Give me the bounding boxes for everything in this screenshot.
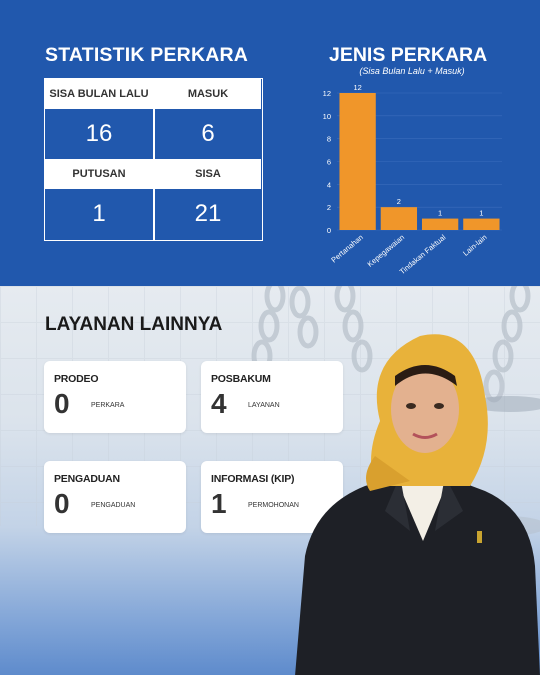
y-tick-label: 4 (326, 180, 331, 190)
x-tick-label: Lain-lain (461, 232, 489, 258)
stat-header-row-1 (45, 79, 261, 109)
sisa-label: SISA (195, 168, 221, 180)
card-label: PRODEO (54, 373, 99, 385)
x-tick-label: Pertanahan (329, 232, 365, 265)
card-value: 0 (54, 388, 70, 419)
jenis-perkara-chart (310, 80, 525, 280)
putusan-value: 1 (92, 200, 106, 227)
statistik-title: STATISTIK PERKARA (45, 44, 249, 66)
data-label: 2 (396, 197, 401, 207)
bar (463, 219, 499, 230)
card-unit: PENGADUAN (91, 502, 136, 509)
stat-header-row-2 (45, 159, 261, 189)
card-value: 4 (211, 388, 227, 419)
card-value: 0 (54, 488, 70, 519)
y-tick-label: 10 (322, 111, 331, 121)
y-tick-label: 6 (326, 157, 331, 167)
card-unit: PERKARA (91, 402, 125, 409)
statistics-section (0, 0, 540, 286)
data-label: 1 (479, 208, 484, 218)
x-tick-label: Kepegawaian (365, 232, 407, 269)
card-label: PENGADUAN (54, 473, 120, 485)
data-label: 12 (353, 83, 362, 92)
y-tick-label: 0 (326, 226, 331, 235)
x-tick-label: Tindakan Faktual (397, 232, 448, 277)
jenis-perkara-subtitle: (Sisa Bulan Lalu + Masuk) (359, 66, 465, 76)
sisa-bulan-lalu-value: 16 (85, 120, 113, 147)
bar (381, 207, 417, 230)
card-prodeo (44, 361, 186, 433)
layanan-title: LAYANAN LAINNYA (45, 314, 223, 335)
bar (422, 219, 458, 230)
card-pengaduan (44, 461, 186, 533)
table-divider (153, 189, 155, 240)
bar (339, 93, 375, 230)
card-unit: LAYANAN (248, 402, 280, 409)
table-divider (153, 109, 155, 159)
official-portrait (285, 326, 540, 675)
masuk-value: 6 (201, 120, 215, 147)
card-unit: PERMOHONAN (248, 502, 299, 509)
sisa-bulan-lalu-label: SISA BULAN LALU (49, 88, 149, 100)
jenis-perkara-title: JENIS PERKARA (329, 44, 488, 66)
card-value: 1 (211, 488, 227, 519)
y-tick-label: 12 (322, 89, 331, 98)
y-tick-label: 2 (326, 203, 331, 213)
y-tick-label: 8 (326, 134, 331, 144)
layanan-section (0, 286, 540, 675)
putusan-label: PUTUSAN (72, 168, 126, 180)
statistik-table (44, 78, 263, 241)
data-label: 1 (438, 208, 443, 218)
card-label: INFORMASI (KIP) (211, 473, 295, 485)
masuk-label: MASUK (187, 88, 229, 100)
card-label: POSBAKUM (211, 373, 271, 385)
sisa-value: 21 (194, 200, 222, 227)
